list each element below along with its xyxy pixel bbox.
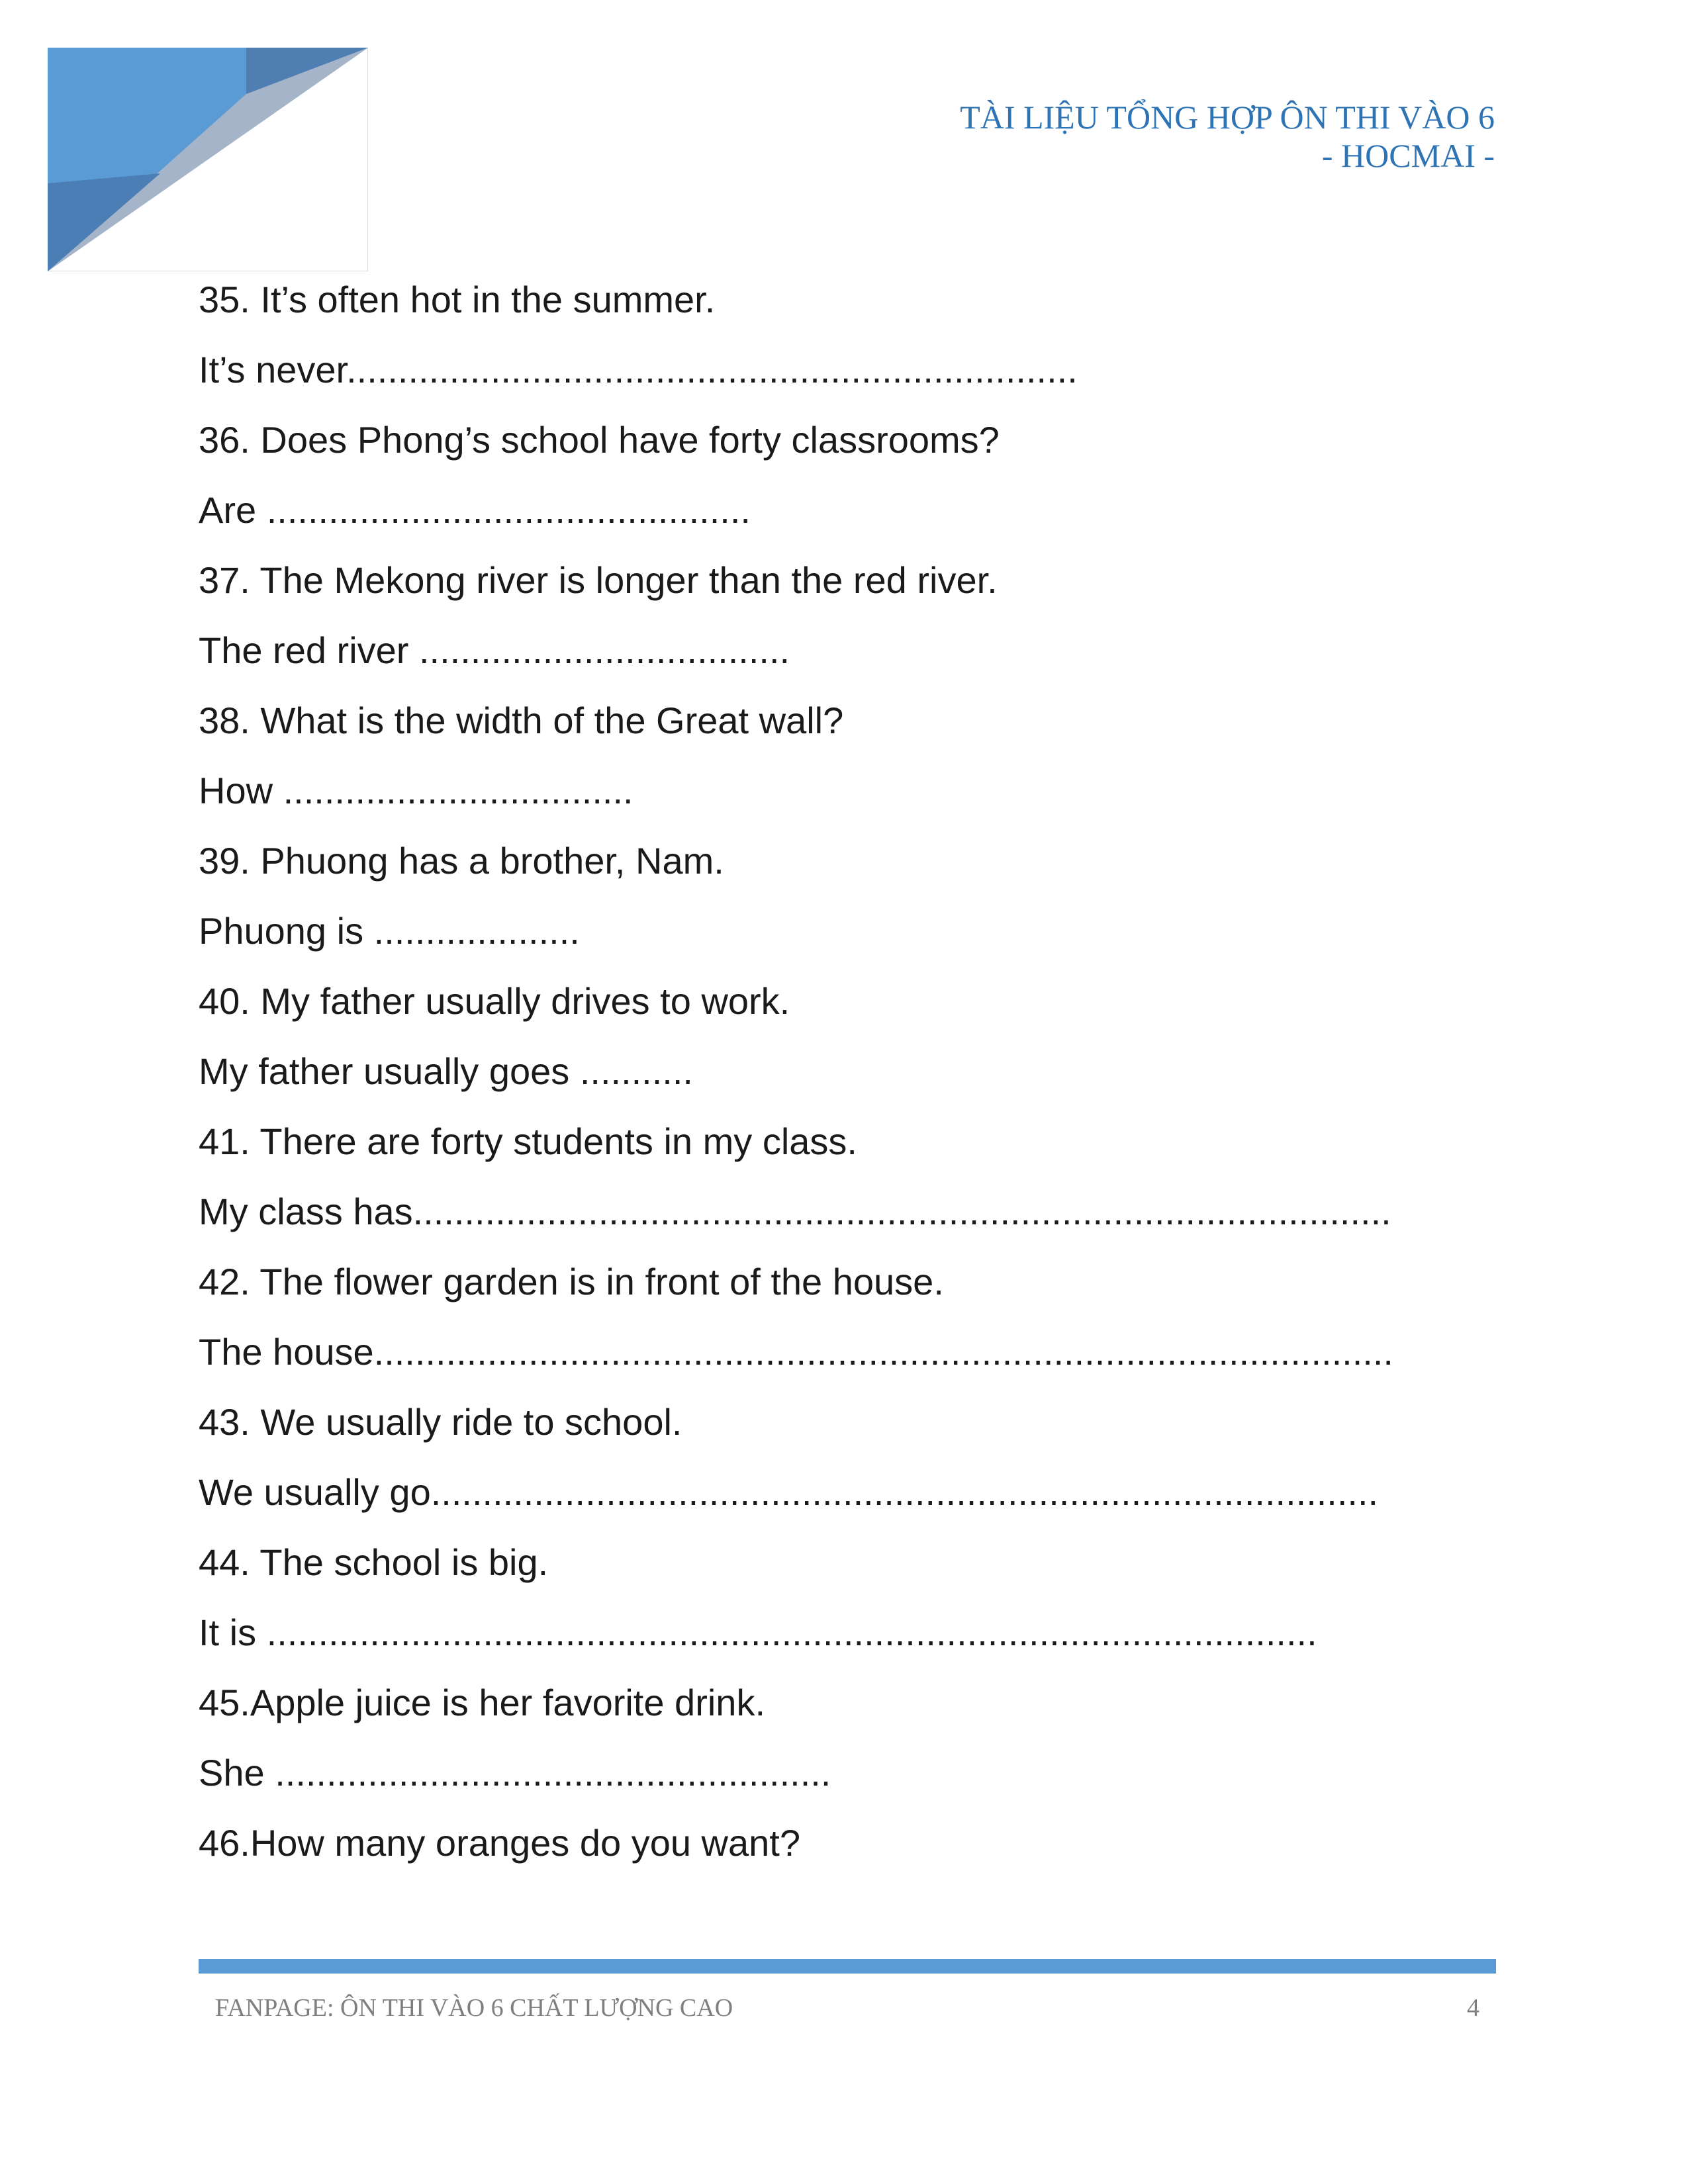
question-43: 43. We usually ride to school. [199, 1401, 682, 1443]
question-38: 38. What is the width of the Great wall? [199, 700, 844, 741]
question-42: 42. The flower garden is in front of the house. [199, 1261, 944, 1302]
question-39: 39. Phuong has a brother, Nam. [199, 840, 724, 882]
header-title: TÀI LIỆU TỔNG HỢP ÔN THI VÀO 6 [960, 99, 1495, 136]
answer-line-41: My class has............................................................................................... [199, 1191, 1391, 1232]
question-40: 40. My father usually drives to work. [199, 980, 790, 1022]
question-44: 44. The school is big. [199, 1541, 549, 1583]
question-46: 46.How many oranges do you want? [199, 1822, 800, 1864]
answer-line-40: My father usually goes ........... [199, 1050, 693, 1092]
document-header [960, 98, 1495, 175]
question-35: 35. It’s often hot in the summer. [199, 279, 716, 320]
answer-line-37: The red river .................................... [199, 629, 790, 671]
page-number: 4 [1467, 1994, 1479, 2022]
footer-fanpage-text: FANPAGE: ÔN THI VÀO 6 CHẤT LƯỢNG CAO [215, 1994, 733, 2022]
footer-divider [199, 1959, 1496, 1974]
question-41: 41. There are forty students in my class. [199, 1120, 857, 1162]
question-37: 37. The Mekong river is longer than the red river. [199, 559, 998, 601]
answer-line-38: How .................................. [199, 770, 633, 811]
header-subtitle: - HOCMAI - [1321, 137, 1495, 174]
answer-line-36: Are ............................................... [199, 489, 751, 531]
answer-line-44: It is ...................................................................................................... [199, 1612, 1317, 1653]
question-45: 45.Apple juice is her favorite drink. [199, 1682, 765, 1723]
answer-line-45: She ...................................................... [199, 1752, 831, 1794]
answer-line-39: Phuong is .................... [199, 910, 580, 952]
question-36: 36. Does Phong’s school have forty classrooms? [199, 419, 1000, 461]
corner-logo-graphic [48, 48, 368, 271]
answer-line-43: We usually go............................................................................................ [199, 1471, 1379, 1513]
answer-line-35: It’s never....................................................................... [199, 349, 1078, 390]
exercise-list [199, 265, 1523, 1878]
answer-line-42: The house................................................................................................... [199, 1331, 1393, 1373]
